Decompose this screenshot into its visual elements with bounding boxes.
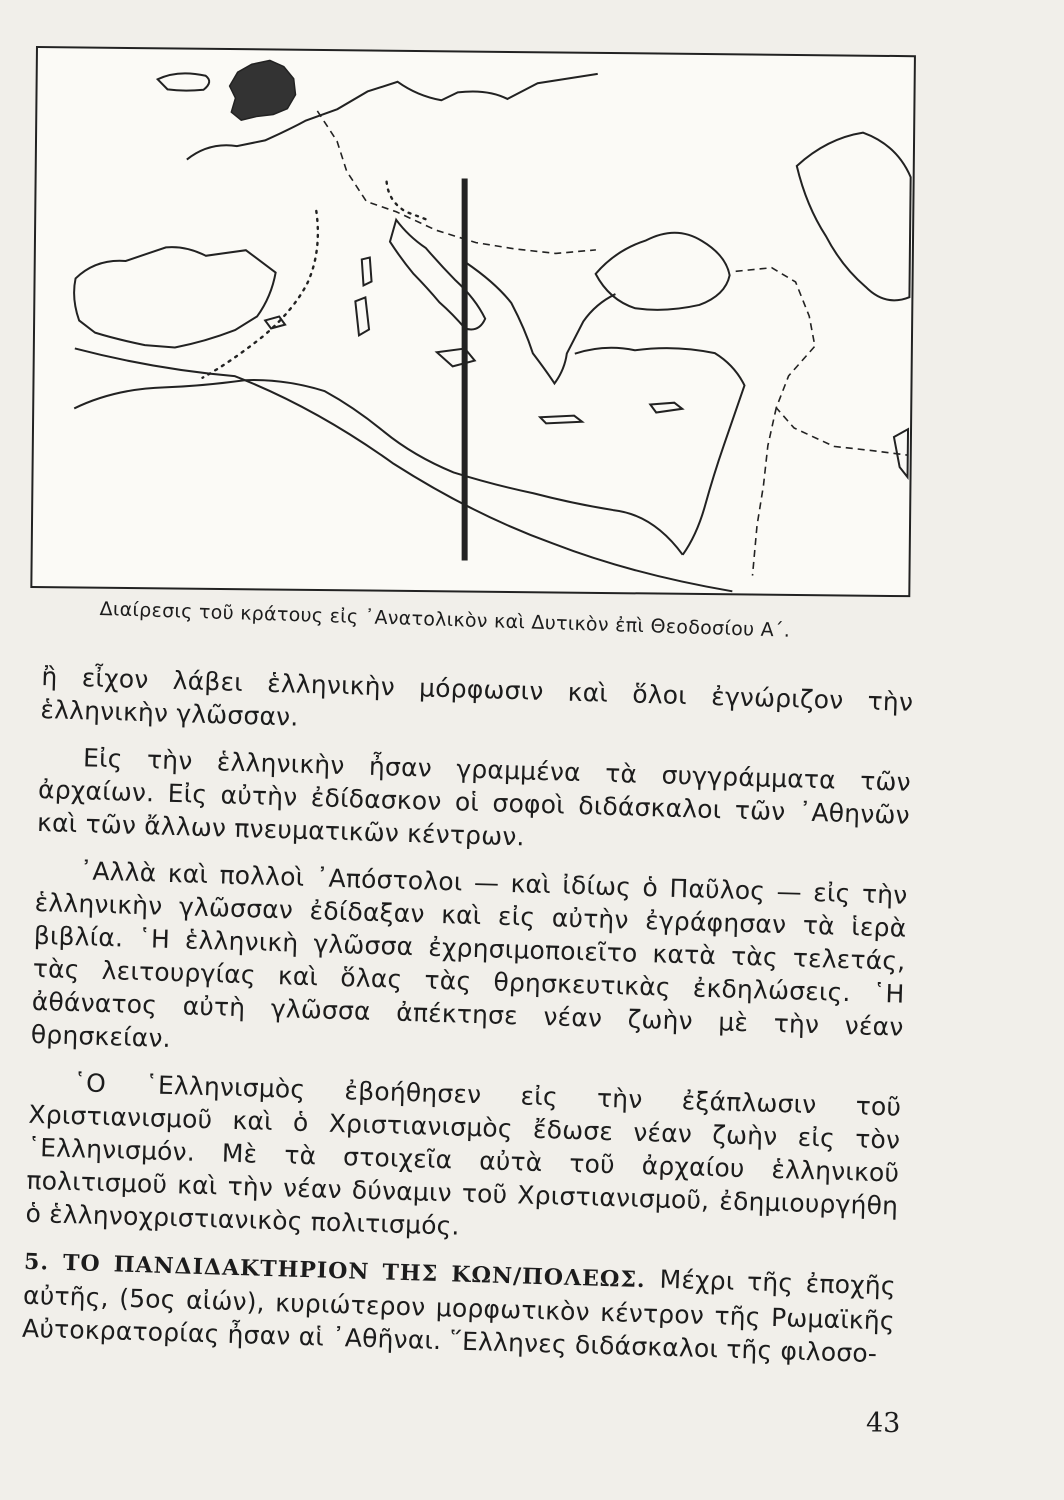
page-number: 43 xyxy=(866,1408,901,1439)
corsica xyxy=(362,257,372,285)
cyprus xyxy=(650,402,682,412)
frontier-west-dotted-2 xyxy=(386,182,428,220)
iberia-coast xyxy=(74,246,276,348)
map-caption: Διαίρεσις τοῦ κράτους εἰς ᾿Ανατολικὸν καὶ Δυτικὸν ἐπὶ Θεοδοσίου Α΄. xyxy=(99,598,791,642)
body-text xyxy=(21,660,913,1385)
caspian-coast xyxy=(795,132,911,301)
italy-coast xyxy=(389,220,486,330)
paragraph-4: ῾Ο ῾Ελληνισμὸς ἐβοήθησεν εἰς τὴν ἐξάπλωσιν τοῦ Χριστιανισμοῦ καὶ ὁ Χριστιανισμὸς ἔδωσε νέαν ζωὴν εἰς τὸν ῾Ελληνισμόν. Μὲ τὰ στοιχεῖα αὐτὰ τοῦ ἀρχαίου ἑλληνικοῦ πολιτισμοῦ καὶ τὴν νέαν δύναμιν τοῦ Χριστιανισμοῦ, ἐδημιουργήθη ὁ ἑλληνοχριστιανικὸς πολιτισμός. xyxy=(25,1068,902,1241)
sardinia xyxy=(355,297,369,335)
section-text: Μέχρι τῆς ἐποχῆς αὐτῆς, (5ος αἰών), κυριώτερον μορφωτικὸν κέντρον τῆς Ρωμαϊκῆς Αὐτοκρατορίας ἦσαν αἱ ᾿Αθῆναι. ῞Ελληνες διδάσκαλοι τῆς φιλοσο- xyxy=(21,1264,897,1369)
frontier-west-dotted xyxy=(203,210,319,379)
paragraph-3: ᾿Αλλὰ καὶ πολλοὶ ᾿Απόστολοι — καὶ ἰδίως ὁ Παῦλος — εἰς τὴν ἑλληνικὴν γλῶσσαν ἐδίδαξαν καὶ εἰς αὐτὴν ἐγράφησαν τὰ ἱερὰ βιβλία. ῾Η ἑλληνικὴ γλῶσσα ἐχρησιμοποιεῖτο κατὰ τὰς τελετάς, τὰς λειτουργίας καὶ ὅλας τὰς θρησκευτικὰς ἐκδηλώσεις. ῾Η ἀθάνατος αὐτὴ γλῶσσα ἀπέκτησε νέαν ζωὴν μὲ τὴν νέαν θρησκείαν. xyxy=(30,856,908,1053)
section-title: ΤΟ ΠΑΝΔΙΔΑΚΤΗΡΙΟΝ ΤΗΣ ΚΩΝ/ΠΟΛΕΩΣ. xyxy=(62,1249,647,1294)
mediterranean-map xyxy=(32,48,914,595)
empire-division-line xyxy=(461,178,469,560)
frontier-north xyxy=(316,111,597,254)
crete xyxy=(540,415,582,423)
north-coast xyxy=(158,73,210,91)
sahara-line xyxy=(72,348,734,591)
africa-coast xyxy=(73,378,685,555)
black-sea xyxy=(595,232,730,311)
sicily xyxy=(437,348,475,366)
section-number: 5. xyxy=(23,1248,50,1276)
frontier-east xyxy=(734,267,910,455)
section-5 xyxy=(22,1244,897,1371)
balkans-coast xyxy=(464,263,615,385)
asia-minor-coast xyxy=(573,347,745,555)
paragraph-1: ἢ εἶχον λάβει ἑλληνικὴν μόρφωσιν καὶ ὅλοι ἐγνώριζον τὴν ἑλληνικὴν γλῶσσαν. xyxy=(40,661,914,732)
britain-shape xyxy=(229,60,296,121)
map-figure xyxy=(30,46,916,597)
frontier-south xyxy=(752,408,776,576)
paragraph-2: Εἰς τὴν ἑλληνικὴν ἦσαν γραμμένα τὰ συγγράμματα τῶν ἀρχαίων. Εἰς αὐτὴν ἐδίδασκον οἱ σοφοὶ διδάσκαλοι τῶν ᾿Αθηνῶν καὶ τῶν ἄλλων πνευματικῶν κέντρων. xyxy=(36,743,912,852)
